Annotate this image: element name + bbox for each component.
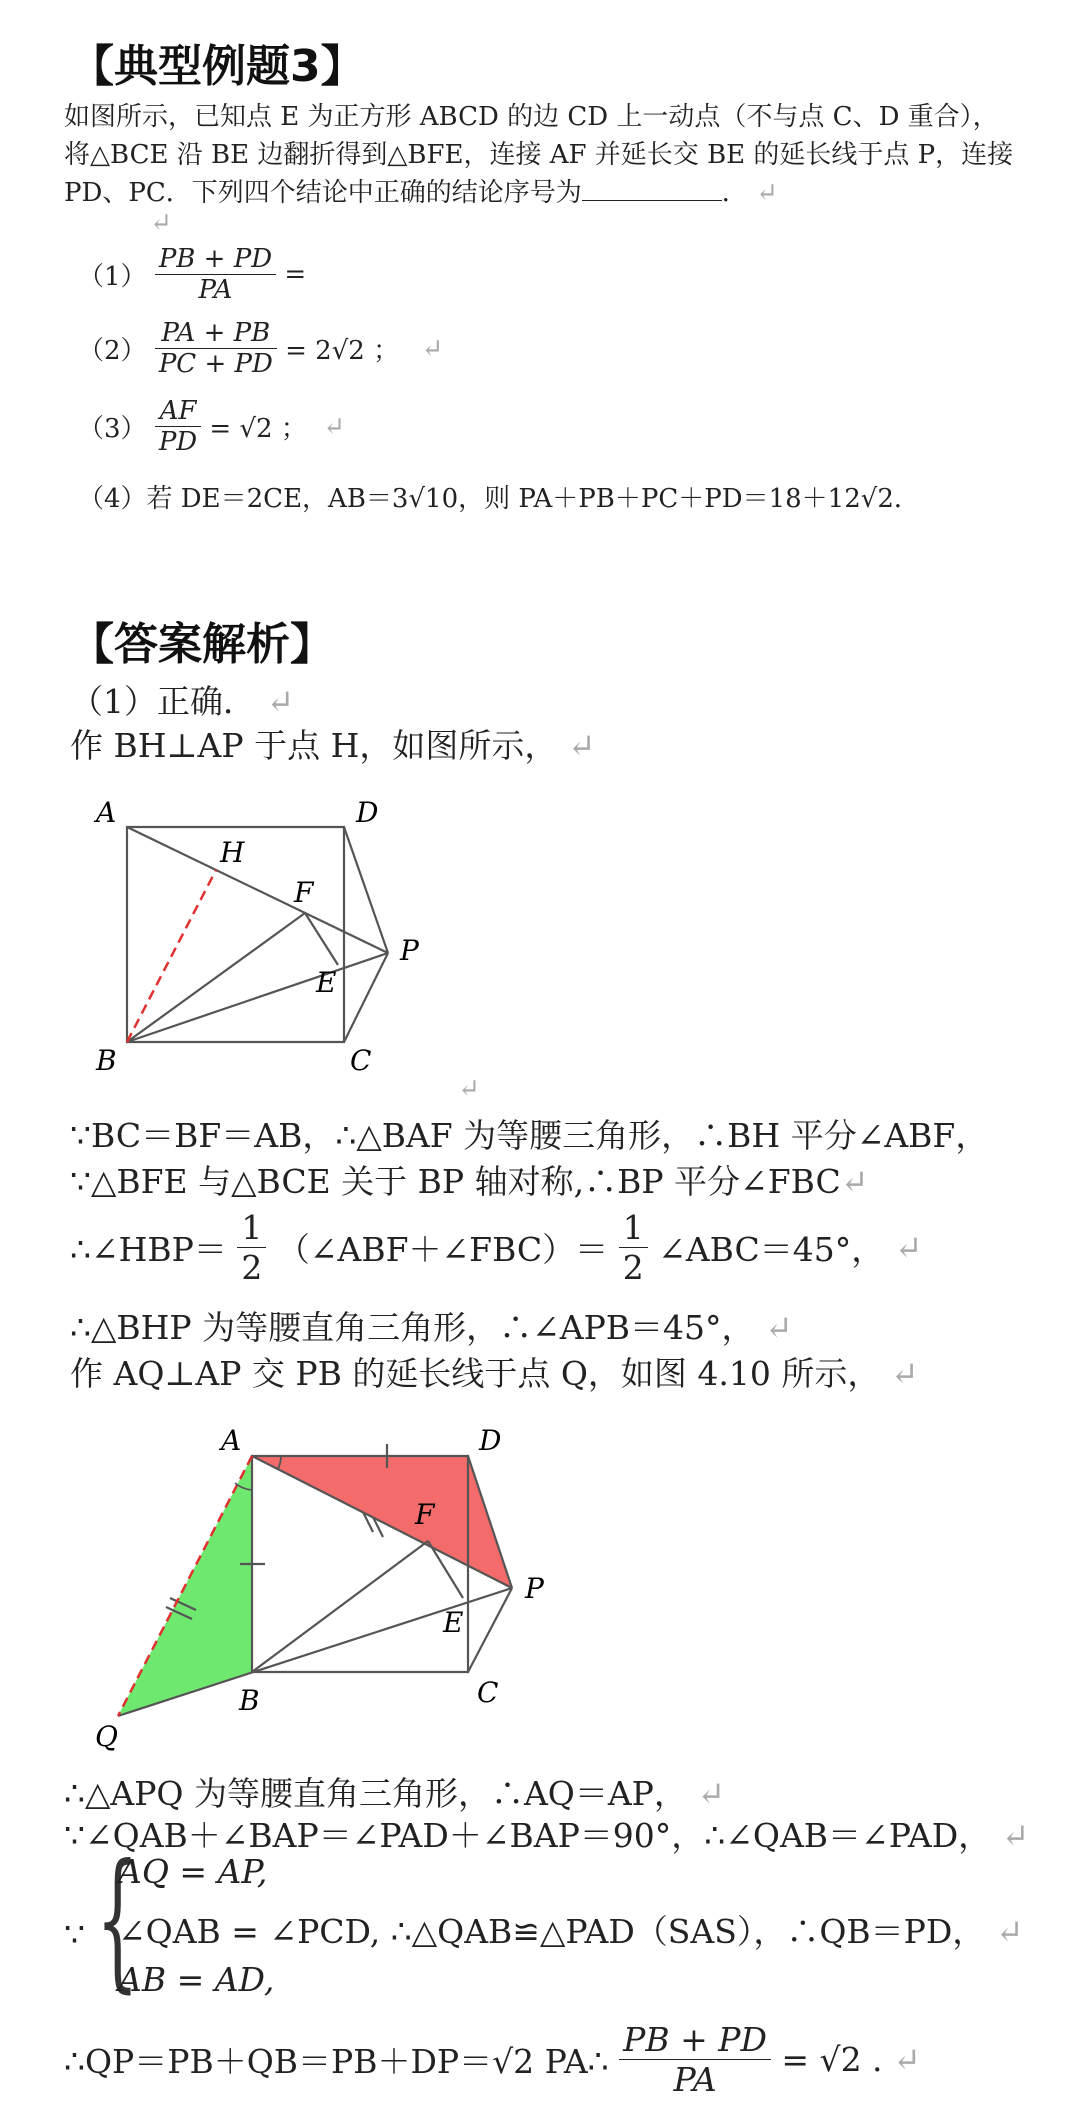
fig2-label-q: Q [95,1720,118,1753]
answer-line-1-text: （1）正确． [70,682,256,721]
answer-line-5 [70,1208,922,1287]
answer-line-5-a: ∴∠HBP＝ [70,1230,227,1269]
answer-line-3: ∵BC＝BF＝AB，∴△BAF 为等腰三角形，∴BH 平分∠ABF， [70,1116,989,1155]
answer-line-7 [70,1348,919,1395]
answer-line-9 [64,1810,1029,1857]
item-3 [78,396,345,457]
answer-line-7-text: 作 AQ⊥AP 交 PB 的延长线于点 Q，如图 4.10 所示， [70,1354,881,1393]
return-mark: ↵ [890,1354,919,1393]
figure-1 [80,780,440,1080]
problem-stem-line1: 如图所示，已知点 E 为正方形 ABCD 的边 CD 上一动点（不与点 C、D 重合）， [64,102,999,132]
item-2-tail: = 2√2 ； [285,336,400,366]
final-denominator: PA [673,2060,717,2099]
half-fraction-1 [237,1208,266,1287]
return-mark: ↵ [765,1308,793,1347]
final-fraction [619,2020,771,2099]
answer-line-5-b: （∠ABF＋∠FBC）＝ [276,1230,609,1269]
item-3-label: （3） [78,414,147,444]
half-numerator: 1 [619,1208,648,1248]
stem-line3-end: ． [721,178,748,208]
item-2-label: （2） [78,336,147,366]
fig1-line-bf [127,913,305,1042]
item-2-numerator: PA + PB [155,318,277,349]
item-3-denominator: PD [158,427,198,457]
stem-line3-text: PD、PC．下列四个结论中正确的结论序号为 [64,178,582,208]
answer-line-11-a: ∴QP＝PB＋QB＝PB＋DP＝√2 PA∴ [64,2042,609,2081]
final-numerator: PB + PD [619,2020,771,2060]
fig1-label-d: D [356,796,379,829]
return-mark: ↵ [995,1912,1024,1951]
fig1-line-ap [127,827,388,953]
answer-heading: 【答案解析】 [70,619,334,670]
fig2-label-f: F [415,1498,435,1531]
system-brace: { [96,1833,139,2007]
return-mark: ↵ [323,411,345,442]
fig2-label-a: A [221,1424,242,1457]
answer-line-6-text: ∴△BHP 为等腰直角三角形，∴∠APB＝45°， [70,1308,755,1347]
return-mark: ↵ [421,333,444,364]
item-4: （4）若 DE＝2CE，AB＝3√10，则 PA＋PB＋PC＋PD＝18＋12√2． [78,484,920,514]
return-mark: ↵ [266,682,295,721]
answer-line-8-text: ∴△APQ 为等腰直角三角形，∴AQ＝AP， [64,1774,687,1813]
return-mark: ↵ [567,726,596,765]
system-eq-2-text: ∠QAB = ∠PCD, ∴△QAB≌△PAD（SAS），∴QB＝PD， [118,1912,986,1951]
item-1-denominator: PA [198,275,233,305]
return-mark: ↵ [894,1228,923,1267]
return-mark: ↵ [697,1774,726,1813]
fig1-label-h: H [220,836,245,869]
fig1-label-e: E [316,966,337,999]
fig2-label-b: B [239,1684,260,1717]
fig2-line-bf [252,1541,428,1672]
system-eq-2 [118,1906,1023,1953]
answer-blank [582,200,722,201]
answer-line-11 [64,2020,921,2099]
return-mark: ↵ [893,2040,921,2079]
fig1-label-f: F [294,876,314,909]
fig1-label-a: A [96,796,117,829]
fig2-label-e: E [443,1606,464,1639]
figure-2 [95,1420,575,1760]
return-mark: ↵ [458,1074,480,1104]
half-numerator: 1 [237,1208,266,1248]
problem-heading: 【典型例题3】 [70,41,365,92]
item-3-fraction [155,396,201,457]
item-3-numerator: AF [155,396,201,427]
half-denominator: 2 [241,1248,263,1287]
system-eq-3: AB = AD, [118,1960,275,1999]
fig2-label-p: P [525,1572,544,1605]
return-mark: ↵ [1001,1816,1030,1855]
item-1-tail: = [284,259,307,290]
answer-line-4-text: ∵△BFE 与△BCE 关于 BP 轴对称,∴BP 平分∠FBC [70,1162,841,1201]
answer-line-2 [70,720,596,767]
fig1-label-b: B [96,1044,117,1077]
fig1-label-p: P [400,934,419,967]
system-eq-1: AQ = AP, [118,1852,268,1891]
because-symbol: ∵ [64,1915,85,1954]
half-denominator: 2 [622,1248,644,1287]
answer-line-5-c: ∠ABC＝45°， [658,1230,885,1269]
answer-line-1 [70,676,294,723]
return-mark: ↵ [756,178,778,208]
fig2-label-c: C [477,1676,499,1709]
item-1 [78,244,306,305]
return-mark: ↵ [150,208,172,238]
answer-line-11-b: = √2 . [781,2040,883,2079]
item-1-fraction [155,244,276,305]
answer-line-4 [70,1156,868,1203]
item-3-tail: = √2 ； [209,414,307,444]
answer-line-6 [70,1302,793,1349]
item-2-denominator: PC + PD [158,349,273,379]
item-1-numerator: PB + PD [155,244,276,275]
problem-stem-line2: 将△BCE 沿 BE 边翻折得到△BFE，连接 AF 并延长交 BE 的延长线于点 P，连接 [64,140,1014,170]
item-1-label: （1） [78,262,147,292]
answer-line-2-text: 作 BH⊥AP 于点 H，如图所示， [70,726,558,765]
item-2-fraction [155,318,277,379]
fig2-label-d: D [479,1424,502,1457]
return-mark: ↵ [840,1162,869,1201]
problem-stem-line3 [64,172,778,209]
answer-line-8 [64,1768,725,1815]
answer-line-9-text: ∵∠QAB＋∠BAP＝∠PAD＋∠BAP＝90°，∴∠QAB＝∠PAD， [64,1816,992,1855]
half-fraction-2 [619,1208,648,1287]
fig1-label-c: C [350,1044,372,1077]
item-2 [78,318,443,379]
